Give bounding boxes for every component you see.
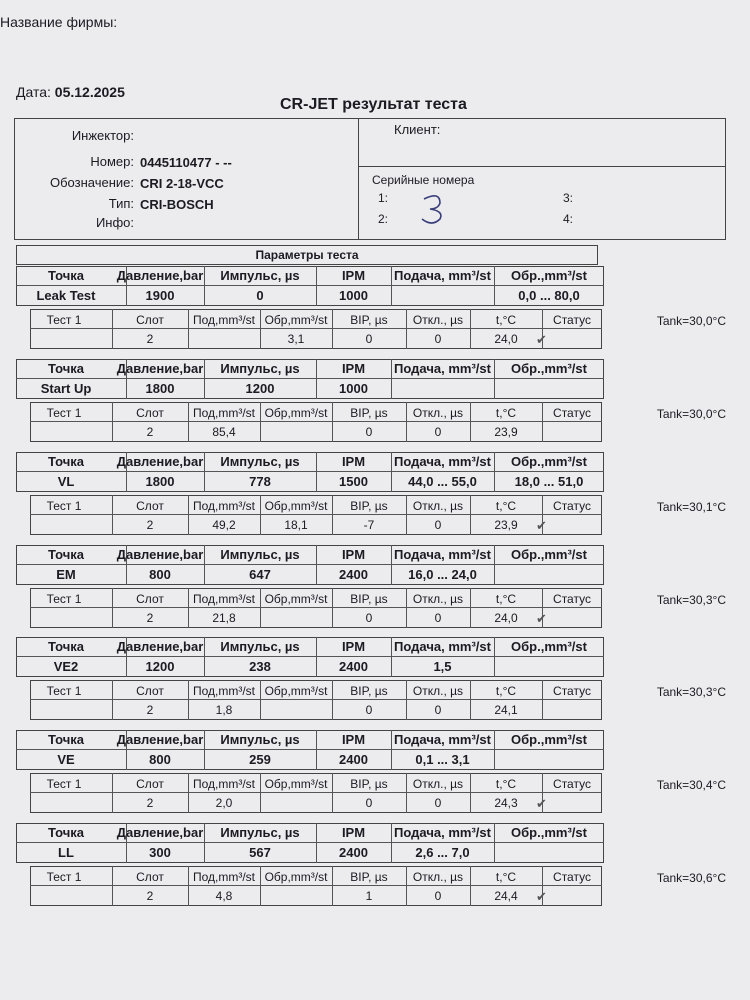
pressure-value: 1800	[145, 474, 175, 489]
test-block	[16, 545, 726, 633]
row-divider	[16, 842, 604, 843]
return-header: Обр.,mm³/st	[511, 732, 587, 747]
test-header: Тест 1	[46, 499, 82, 513]
del_meas-value: 1,8	[215, 703, 233, 717]
temp-header: t,°C	[495, 499, 517, 513]
date-value: 05.12.2025	[54, 84, 125, 100]
impulse-header: Импульс, µs	[220, 454, 300, 469]
slot-value: 2	[146, 332, 154, 346]
ret_meas-header: Обр,mm³/st	[264, 684, 328, 698]
ret_meas-header: Обр,mm³/st	[264, 777, 328, 791]
return-value: 0,0 ... 80,0	[518, 288, 580, 303]
ret_meas-value: 18,1	[284, 518, 308, 532]
impulse-header: Импульс, µs	[220, 268, 300, 283]
dev-value: 0	[434, 332, 442, 346]
bip-value: 0	[365, 332, 373, 346]
slot-header: Слот	[136, 313, 164, 327]
injector-label: Инжектор:	[71, 128, 134, 143]
point-header: Точка	[47, 268, 85, 283]
del_meas-header: Под,mm³/st	[192, 870, 256, 884]
tank-temp: Tank=30,3°C	[656, 593, 726, 607]
ret_meas-header: Обр,mm³/st	[264, 313, 328, 327]
slot-value: 2	[146, 796, 154, 810]
return-header: Обр.,mm³/st	[511, 454, 587, 469]
tank-temp: Tank=30,3°C	[656, 685, 726, 699]
client-label: Клиент:	[394, 122, 441, 137]
report-title: CR-JET результат теста	[280, 96, 467, 113]
ret_meas-header: Обр,mm³/st	[264, 499, 328, 513]
number-label: Номер:	[90, 154, 134, 169]
row-divider	[30, 328, 602, 329]
slot-header: Слот	[136, 406, 164, 420]
check-icon: ✔	[536, 796, 547, 811]
handwritten-mark	[418, 193, 450, 227]
del_meas-header: Под,mm³/st	[192, 777, 256, 791]
check-icon: ✔	[536, 518, 547, 533]
check-icon: ✔	[536, 611, 547, 626]
slot-header: Слот	[136, 870, 164, 884]
impulse-header: Импульс, µs	[220, 361, 300, 376]
del_meas-header: Под,mm³/st	[192, 592, 256, 606]
pressure-header: Давление,bar	[116, 268, 204, 283]
delivery-header: Подача, mm³/st	[394, 268, 491, 283]
bip-header: BIP, µs	[350, 870, 388, 884]
del_meas-value: 49,2	[212, 518, 236, 532]
tank-temp: Tank=30,0°C	[656, 314, 726, 328]
row-divider	[30, 792, 602, 793]
serial-4: 4:	[563, 212, 574, 226]
dev-header: Откл., µs	[412, 684, 464, 698]
dev-value: 0	[434, 425, 442, 439]
impulse-header: Импульс, µs	[220, 639, 300, 654]
delivery-header: Подача, mm³/st	[394, 639, 491, 654]
serial-1: 1:	[378, 191, 389, 205]
del_meas-value: 2,0	[215, 796, 233, 810]
temp-value: 24,4	[494, 889, 518, 903]
status-header: Статус	[553, 684, 591, 698]
delivery-header: Подача, mm³/st	[394, 825, 491, 840]
point-name: EM	[56, 567, 76, 582]
return-header: Обр.,mm³/st	[511, 825, 587, 840]
ipm-value: 1500	[339, 474, 368, 489]
pressure-value: 1900	[145, 288, 175, 303]
pressure-header: Давление,bar	[116, 732, 204, 747]
pressure-header: Давление,bar	[116, 361, 204, 376]
pressure-header: Давление,bar	[116, 825, 204, 840]
dev-value: 0	[434, 611, 442, 625]
ipm-header: IPM	[341, 454, 366, 469]
dev-header: Откл., µs	[412, 499, 464, 513]
point-header: Точка	[47, 361, 85, 376]
point-name: VL	[57, 474, 75, 489]
bip-value: 0	[365, 703, 373, 717]
pressure-value: 800	[149, 567, 171, 582]
ret_meas-header: Обр,mm³/st	[264, 406, 328, 420]
bip-header: BIP, µs	[350, 406, 388, 420]
delivery-header: Подача, mm³/st	[394, 547, 491, 562]
bip-value: 1	[365, 889, 373, 903]
status-header: Статус	[553, 592, 591, 606]
del_meas-header: Под,mm³/st	[192, 406, 256, 420]
type-value: CRI-BOSCH	[140, 197, 214, 212]
serial-3: 3:	[563, 191, 574, 205]
bip-header: BIP, µs	[350, 499, 388, 513]
pressure-value: 800	[149, 752, 171, 767]
row-divider	[16, 749, 604, 750]
serial-2: 2:	[378, 212, 389, 226]
return-header: Обр.,mm³/st	[511, 547, 587, 562]
del_meas-header: Под,mm³/st	[192, 313, 256, 327]
bip-header: BIP, µs	[350, 777, 388, 791]
slot-value: 2	[146, 518, 154, 532]
point-name: Start Up	[40, 381, 92, 396]
bip-value: -7	[363, 518, 375, 532]
ret_meas-value: 3,1	[287, 332, 305, 346]
dev-value: 0	[434, 518, 442, 532]
pressure-value: 1200	[145, 659, 175, 674]
delivery-header: Подача, mm³/st	[394, 454, 491, 469]
date-label: Дата:	[16, 84, 51, 100]
tank-temp: Tank=30,4°C	[656, 778, 726, 792]
ipm-value: 2400	[339, 845, 368, 860]
point-name: LL	[58, 845, 74, 860]
test-block	[16, 637, 726, 725]
dev-header: Откл., µs	[412, 313, 464, 327]
point-name: VE2	[53, 659, 79, 674]
company-label: Название фирмы:	[0, 14, 118, 30]
point-header: Точка	[47, 454, 85, 469]
ret_meas-header: Обр,mm³/st	[264, 870, 328, 884]
row-divider	[30, 421, 602, 422]
row-divider	[30, 885, 602, 886]
pressure-header: Давление,bar	[116, 547, 204, 562]
delivery-header: Подача, mm³/st	[394, 732, 491, 747]
temp-value: 24,0	[494, 332, 518, 346]
tank-temp: Tank=30,6°C	[656, 871, 726, 885]
delivery-value: 2,6 ... 7,0	[415, 845, 470, 860]
impulse-header: Импульс, µs	[220, 547, 300, 562]
impulse-value: 0	[256, 288, 264, 303]
ipm-value: 2400	[339, 567, 368, 582]
dev-value: 0	[434, 889, 442, 903]
slot-header: Слот	[136, 777, 164, 791]
ipm-header: IPM	[341, 732, 366, 747]
temp-header: t,°C	[495, 592, 517, 606]
serials-label: Серийные номера	[372, 173, 475, 187]
pressure-value: 1800	[145, 381, 175, 396]
del_meas-value: 85,4	[212, 425, 236, 439]
status-header: Статус	[553, 870, 591, 884]
bip-header: BIP, µs	[350, 313, 388, 327]
dev-value: 0	[434, 796, 442, 810]
bip-value: 0	[365, 425, 373, 439]
impulse-header: Импульс, µs	[220, 732, 300, 747]
number-value: 0445110477 - --	[140, 155, 232, 170]
dev-header: Откл., µs	[412, 592, 464, 606]
temp-value: 23,9	[494, 518, 518, 532]
temp-value: 24,3	[494, 796, 518, 810]
bip-header: BIP, µs	[350, 592, 388, 606]
slot-value: 2	[146, 611, 154, 625]
temp-value: 24,1	[494, 703, 518, 717]
slot-value: 2	[146, 889, 154, 903]
test-block	[16, 359, 726, 447]
row-divider	[30, 607, 602, 608]
row-divider	[16, 285, 604, 286]
tank-temp: Tank=30,1°C	[656, 500, 726, 514]
bip-value: 0	[365, 611, 373, 625]
check-icon: ✔	[536, 889, 547, 904]
ipm-header: IPM	[341, 361, 366, 376]
delivery-header: Подача, mm³/st	[394, 361, 491, 376]
test-header: Тест 1	[46, 684, 82, 698]
point-header: Точка	[47, 825, 85, 840]
bip-value: 0	[365, 796, 373, 810]
dev-header: Откл., µs	[412, 777, 464, 791]
designation-label: Обозначение:	[49, 175, 134, 190]
return-header: Обр.,mm³/st	[511, 361, 587, 376]
point-header: Точка	[47, 732, 85, 747]
test-header: Тест 1	[46, 777, 82, 791]
delivery-value: 0,1 ... 3,1	[415, 752, 470, 767]
ipm-value: 1000	[339, 381, 368, 396]
delivery-value: 16,0 ... 24,0	[408, 567, 477, 582]
ipm-header: IPM	[341, 268, 366, 283]
temp-header: t,°C	[495, 313, 517, 327]
temp-header: t,°C	[495, 406, 517, 420]
designation-value: CRI 2-18-VCC	[140, 176, 224, 191]
ipm-value: 2400	[339, 659, 368, 674]
info-divider	[358, 118, 359, 240]
row-divider	[16, 564, 604, 565]
dev-value: 0	[434, 703, 442, 717]
row-divider	[30, 699, 602, 700]
temp-header: t,°C	[495, 684, 517, 698]
test-block	[16, 730, 726, 818]
params-title: Параметры теста	[16, 245, 598, 265]
impulse-value: 647	[249, 567, 271, 582]
impulse-value: 238	[249, 659, 271, 674]
bip-header: BIP, µs	[350, 684, 388, 698]
row-divider	[16, 656, 604, 657]
test-header: Тест 1	[46, 592, 82, 606]
status-header: Статус	[553, 313, 591, 327]
status-header: Статус	[553, 499, 591, 513]
ipm-header: IPM	[341, 639, 366, 654]
pressure-value: 300	[149, 845, 171, 860]
dev-header: Откл., µs	[412, 870, 464, 884]
status-header: Статус	[553, 777, 591, 791]
del_meas-header: Под,mm³/st	[192, 499, 256, 513]
point-name: Leak Test	[36, 288, 96, 303]
temp-header: t,°C	[495, 777, 517, 791]
impulse-value: 778	[249, 474, 271, 489]
impulse-value: 1200	[245, 381, 275, 396]
del_meas-value: 4,8	[215, 889, 233, 903]
ipm-value: 1000	[339, 288, 368, 303]
delivery-value: 1,5	[433, 659, 452, 674]
del_meas-header: Под,mm³/st	[192, 684, 256, 698]
test-block	[16, 266, 726, 354]
return-header: Обр.,mm³/st	[511, 639, 587, 654]
impulse-value: 567	[249, 845, 271, 860]
delivery-value: 44,0 ... 55,0	[408, 474, 477, 489]
temp-value: 23,9	[494, 425, 518, 439]
pressure-header: Давление,bar	[116, 639, 204, 654]
temp-header: t,°C	[495, 870, 517, 884]
pressure-header: Давление,bar	[116, 454, 204, 469]
impulse-value: 259	[249, 752, 271, 767]
tank-temp: Tank=30,0°C	[656, 407, 726, 421]
ret_meas-header: Обр,mm³/st	[264, 592, 328, 606]
test-block	[16, 452, 726, 540]
check-icon: ✔	[536, 332, 547, 347]
ipm-header: IPM	[341, 825, 366, 840]
info-label: Инфо:	[95, 215, 134, 230]
point-name: VE	[57, 752, 75, 767]
impulse-header: Импульс, µs	[220, 825, 300, 840]
temp-value: 24,0	[494, 611, 518, 625]
row-divider	[16, 378, 604, 379]
row-divider	[16, 471, 604, 472]
test-header: Тест 1	[46, 406, 82, 420]
client-divider	[358, 166, 726, 167]
type-label: Тип:	[108, 196, 134, 211]
row-divider	[30, 514, 602, 515]
slot-header: Слот	[136, 499, 164, 513]
status-header: Статус	[553, 406, 591, 420]
dev-header: Откл., µs	[412, 406, 464, 420]
ipm-value: 2400	[339, 752, 368, 767]
slot-header: Слот	[136, 684, 164, 698]
point-header: Точка	[47, 639, 85, 654]
report-date	[16, 84, 125, 100]
slot-header: Слот	[136, 592, 164, 606]
test-header: Тест 1	[46, 313, 82, 327]
slot-value: 2	[146, 425, 154, 439]
return-header: Обр.,mm³/st	[511, 268, 587, 283]
test-block	[16, 823, 726, 911]
point-header: Точка	[47, 547, 85, 562]
del_meas-value: 21,8	[212, 611, 236, 625]
test-header: Тест 1	[46, 870, 82, 884]
return-value: 18,0 ... 51,0	[514, 474, 584, 489]
ipm-header: IPM	[341, 547, 366, 562]
slot-value: 2	[146, 703, 154, 717]
